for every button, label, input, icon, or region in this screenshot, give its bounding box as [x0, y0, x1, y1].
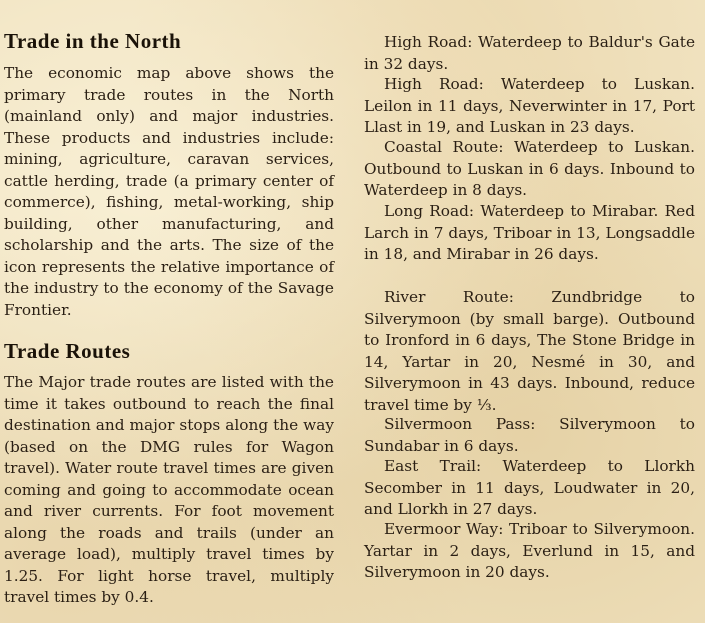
- route-entry: High Road: Waterdeep to Baldur's Gate in 32 days.: [364, 33, 695, 73]
- route-entry: East Trail: Waterdeep to Llorkh Secomber in 11 days, Loudwater in 20, and Llorkh in 27 days.: [364, 457, 695, 518]
- route-entry: Evermoor Way: Triboar to Silverymoon. Yartar in 2 days, Everlund in 15, and Silverymoon in 20 days.: [364, 520, 695, 581]
- route-entry: High Road: Waterdeep to Luskan. Leilon in 11 days, Neverwinter in 17, Port Llast in 19, and Luskan in 23 days.: [364, 75, 695, 136]
- route-entry: Coastal Route: Waterdeep to Luskan. Outbound to Luskan in 6 days. Inbound to Waterdeep in 8 days.: [364, 138, 695, 199]
- trade-routes-heading: Trade Routes: [4, 339, 131, 363]
- trade-routes-paragraph: The Major trade routes are listed with the time it takes outbound to reach the final destination and major stops along the way (based on the DMG rules for Wagon travel). Water route travel times are given coming and going to accommodate ocean and river currents. For foot movement along the roads and trails (under an average load), multiply travel times by 1.25. For light horse travel, multiply travel times by 0.4.: [4, 373, 334, 606]
- trade-north-paragraph: The economic map above shows the primary trade routes in the North (mainland only) and major industries. These products and industries include: mining, agriculture, caravan services, cattle herding, trade (a primary center of commerce), fishing, metal-working, ship building, other manufacturing, and scholarship and the arts. The size of the icon represents the relative importance of the industry to the economy of the Savage Frontier.: [4, 64, 334, 319]
- route-entry: River Route: Zundbridge to Silverymoon (by small barge). Outbound to Ironford in 6 days, The Stone Bridge in 14, Yartar in 20, Nesmé in 30, and Silverymoon in 43 days. Inbound, reduce travel time by ⅓.: [364, 288, 695, 414]
- route-entry: Long Road: Waterdeep to Mirabar. Red Larch in 7 days, Triboar in 13, Longsaddle in 18, and Mirabar in 26 days.: [364, 202, 695, 263]
- route-entry: Silvermoon Pass: Silverymoon to Sundabar in 6 days.: [364, 415, 695, 455]
- trade-north-heading: Trade in the North: [4, 29, 182, 53]
